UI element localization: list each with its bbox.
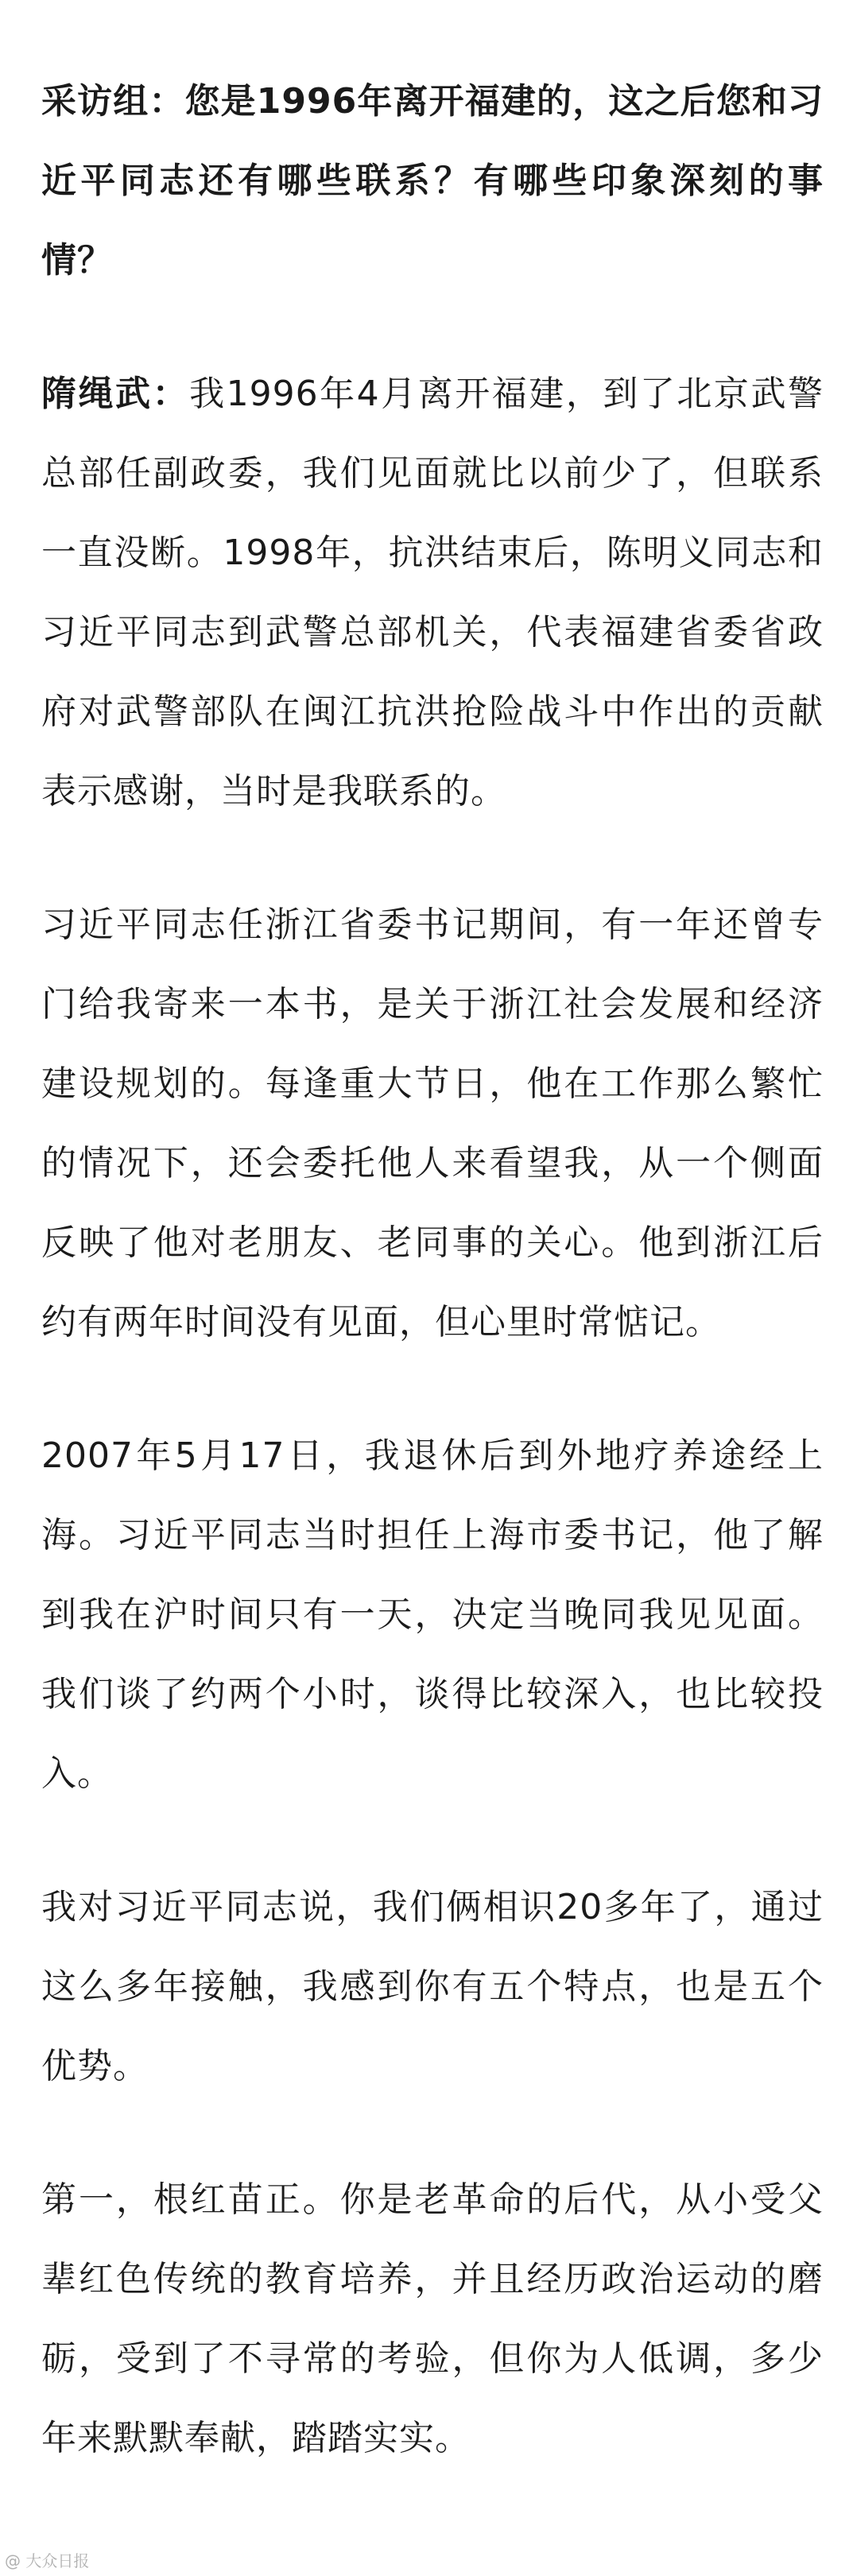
paragraph: 习近平同志任浙江省委书记期间，有一年还曾专门给我寄来一本书，是关于浙江社会发展和经济建设规划的。每逢重大节日，他在工作那么繁忙的情况下，还会委托他人来看望我，从一个侧面反映了他对老朋友、老同事的关心。他到浙江后约有两年时间没有见面，但心里时常惦记。 [41, 905, 824, 1342]
speaker-label: 隋绳武： [41, 374, 190, 414]
answer-text: 我1996年4月离开福建，到了北京武警总部任副政委，我们见面就比以前少了，但联系一直没断。1998年，抗洪结束后，陈明义同志和习近平同志到武警总部机关，代表福建省委省政府对武警部队在闽江抗洪抢险战斗中作出的贡献表示感谢，当时是我联系的。 [41, 374, 824, 812]
paragraph-gap [41, 300, 824, 354]
paragraph-gap [41, 1814, 824, 1868]
interview-question: 采访组：您是1996年离开福建的，这之后您和习近平同志还有哪些联系？有哪些印象深刻的事情？ [41, 81, 824, 281]
paragraph: 2007年5月17日，我退休后到外地疗养途经上海。习近平同志当时担任上海市委书记，他了解到我在沪时间只有一天，决定当晚同我见见面。我们谈了约两个小时，谈得比较深入，也比较投入。 [41, 1435, 824, 1794]
interview-answer [41, 354, 824, 831]
watermark: @ 大众日报 [5, 2551, 90, 2570]
article-body [41, 62, 824, 2478]
paragraph-gap [41, 831, 824, 885]
paragraph-gap [41, 2106, 824, 2160]
paragraph: 第一，根红苗正。你是老革命的后代，从小受父辈红色传统的教育培养，并且经历政治运动的磨砺，受到了不寻常的考验，但你为人低调，多少年来默默奉献，踏踏实实。 [41, 2179, 824, 2458]
paragraph: 我对习近平同志说，我们俩相识20多年了，通过这么多年接触，我感到你有五个特点，也是五个优势。 [41, 1887, 824, 2086]
paragraph-gap [41, 1362, 824, 1416]
